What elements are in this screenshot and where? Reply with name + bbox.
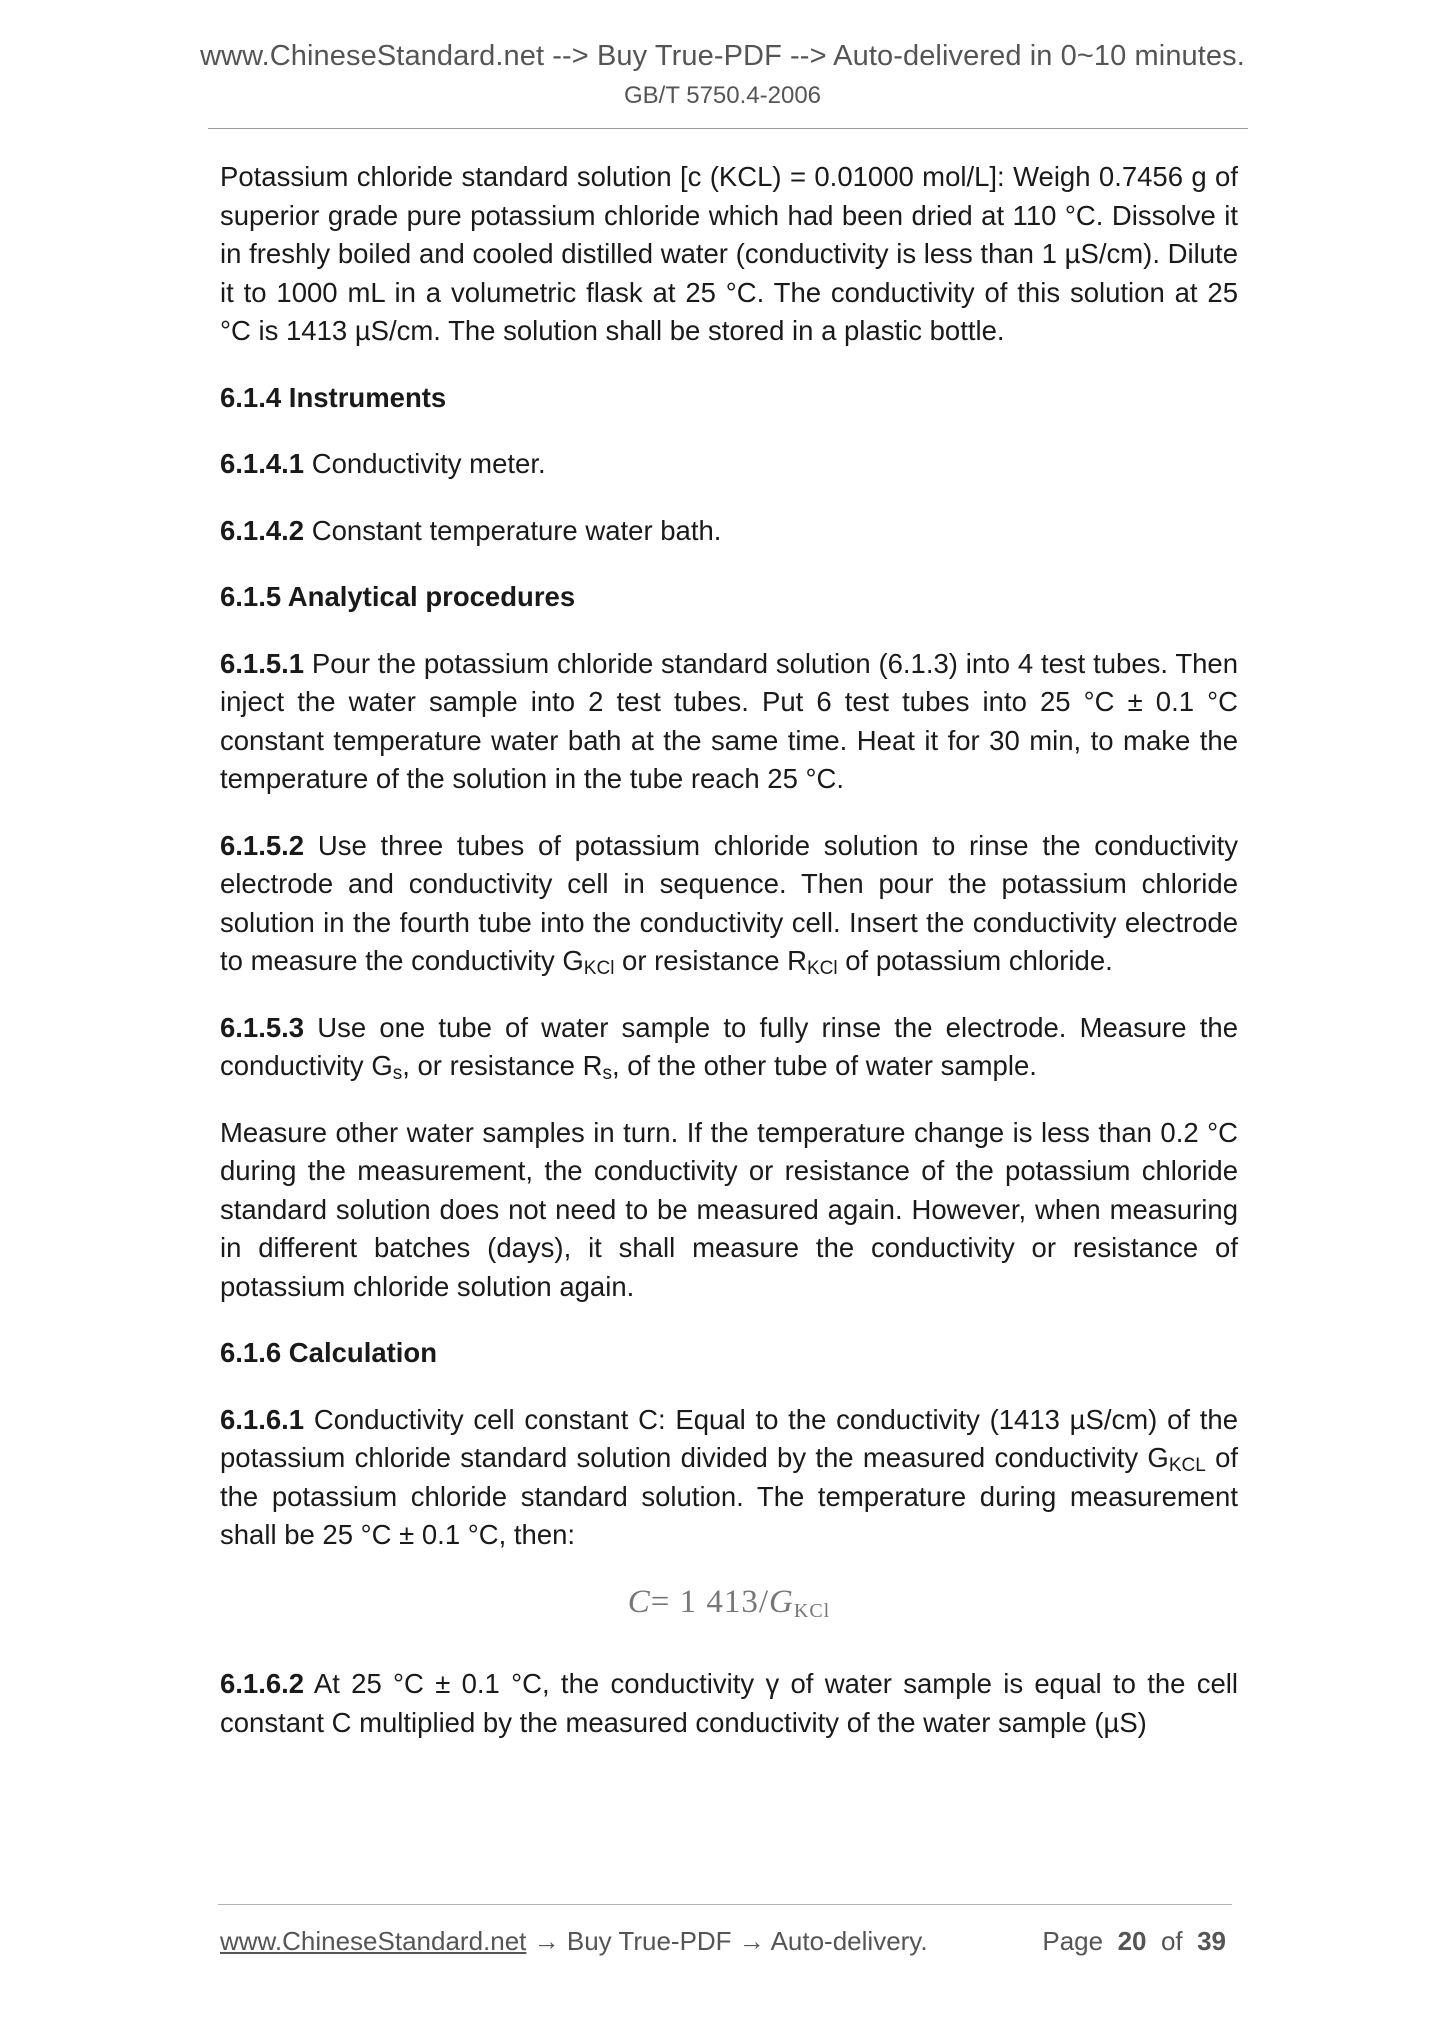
clause-text: Conductivity meter. — [304, 448, 546, 479]
clause-number: 6.1.6.1 — [220, 1403, 305, 1435]
formula-cell-constant — [220, 1583, 1238, 1622]
clause-text: , or resistance R — [402, 1050, 603, 1081]
clause-6-1-4-2 — [220, 512, 1238, 551]
paragraph-kcl-solution: Potassium chloride standard solution [c (KCL) = 0.01000 mol/L]: Weigh 0.7456 g of superior grade pure potassium chloride which had been dried at 110 °C. Dissolve it in freshly boiled and cooled distilled water (conductivity is less than 1 µS/cm). Dilute it to 1000 mL in a volumetric flask at 25 °C. The conductivity of this solution at 25 °C is 1413 µS/cm. The solution shall be stored in a plastic bottle. — [220, 161, 1238, 346]
footer-divider — [218, 1904, 1232, 1905]
subscript: s — [392, 1063, 403, 1084]
formula-subscript: KCl — [793, 1599, 831, 1622]
clause-6-1-5-2 — [220, 827, 1238, 981]
clause-text: Constant temperature water bath. — [304, 514, 722, 546]
clause-number: 6.1.4.1 — [220, 448, 305, 479]
clause-text: Pour the potassium chloride standard solution (6.1.3) into 4 test tubes. Then inject the water sample into 2 test tubes. Put 6 test tubes into 25 °C ± 0.1 °C constant temperature water bath at the same time. Heat it for 30 min, to make the temperature of the solution in the tube reach 25 °C. — [220, 647, 1238, 794]
heading-6-1-4: 6.1.4 Instruments — [220, 381, 447, 413]
clause-text: Conductivity cell constant C: Equal to the conductivity (1413 µS/cm) of the potassium chloride standard solution divided by the measured conductivity G — [220, 1403, 1238, 1473]
paragraph-measure-other: Measure other water samples in turn. If the temperature change is less than 0.2 °C during the measurement, the conductivity or resistance of the potassium chloride standard solution does not need to be measured again. However, when measuring in different batches (days), it shall measure the conductivity or resistance of potassium chloride solution again. — [220, 1116, 1238, 1302]
formula-variable: G — [769, 1583, 794, 1620]
standard-code: GB/T 5750.4-2006 — [623, 82, 822, 109]
clause-6-1-5-3 — [220, 1009, 1238, 1086]
clause-text: At 25 °C ± 0.1 °C, the conductivity γ of water sample is equal to the cell constant C multiplied by the measured conductivity of the water sample (µS) — [220, 1668, 1238, 1738]
clause-text: of the potassium chloride standard solution. The temperature during measurement shall be 25 °C ± 0.1 °C, then: — [220, 1442, 1239, 1550]
page-footer — [220, 1926, 1230, 1960]
site-banner: www.ChineseStandard.net --> Buy True-PDF --> Auto-delivered in 0~10 minutes. — [200, 40, 1245, 72]
clause-number: 6.1.5.3 — [220, 1011, 305, 1043]
current-page: 20 — [1117, 1926, 1147, 1956]
footer-site-link[interactable]: www.ChineseStandard.net — [220, 1926, 527, 1956]
subscript: s — [602, 1063, 612, 1084]
clause-6-1-6-1 — [220, 1401, 1238, 1555]
clause-6-1-5-1 — [220, 645, 1238, 799]
footer-delivery-text: → Buy True-PDF → Auto-delivery. — [526, 1926, 928, 1956]
formula-expression: = 1 413/ — [650, 1583, 770, 1620]
clause-text: , of the other tube of water sample. — [611, 1050, 1037, 1081]
formula-variable: C — [627, 1583, 651, 1620]
heading-6-1-6: 6.1.6 Calculation — [220, 1337, 438, 1368]
clause-6-1-4-1 — [220, 445, 1238, 484]
total-pages: 39 — [1197, 1926, 1226, 1956]
clause-number: 6.1.6.2 — [220, 1668, 305, 1699]
footer-promo — [220, 1926, 928, 1957]
clause-text: Use three tubes of potassium chloride solution to rinse the conductivity electrode and conductivity cell in sequence. Then pour the potassium chloride solution in the fourth tube into the conductivity cell. Insert the conductivity electrode to measure the conductivity G — [220, 829, 1238, 976]
subscript: KCl — [807, 958, 838, 979]
page-number — [1042, 1926, 1226, 1957]
header-divider — [208, 128, 1248, 129]
document-body — [220, 158, 1238, 1770]
clause-text: Use one tube of water sample to fully rinse the electrode. Measure the conductivity G — [220, 1011, 1238, 1081]
subscript: KCl — [583, 958, 615, 979]
of-label: of — [1160, 1926, 1183, 1956]
clause-text: of potassium chloride. — [837, 945, 1113, 976]
subscript: KCL — [1168, 1455, 1206, 1476]
clause-number: 6.1.5.1 — [220, 647, 305, 679]
page-label: Page — [1042, 1926, 1104, 1956]
clause-number: 6.1.5.2 — [220, 829, 305, 861]
heading-6-1-5: 6.1.5 Analytical procedures — [220, 581, 576, 612]
clause-number: 6.1.4.2 — [220, 514, 305, 546]
clause-text: or resistance R — [614, 945, 807, 976]
clause-6-1-6-2 — [220, 1665, 1238, 1742]
